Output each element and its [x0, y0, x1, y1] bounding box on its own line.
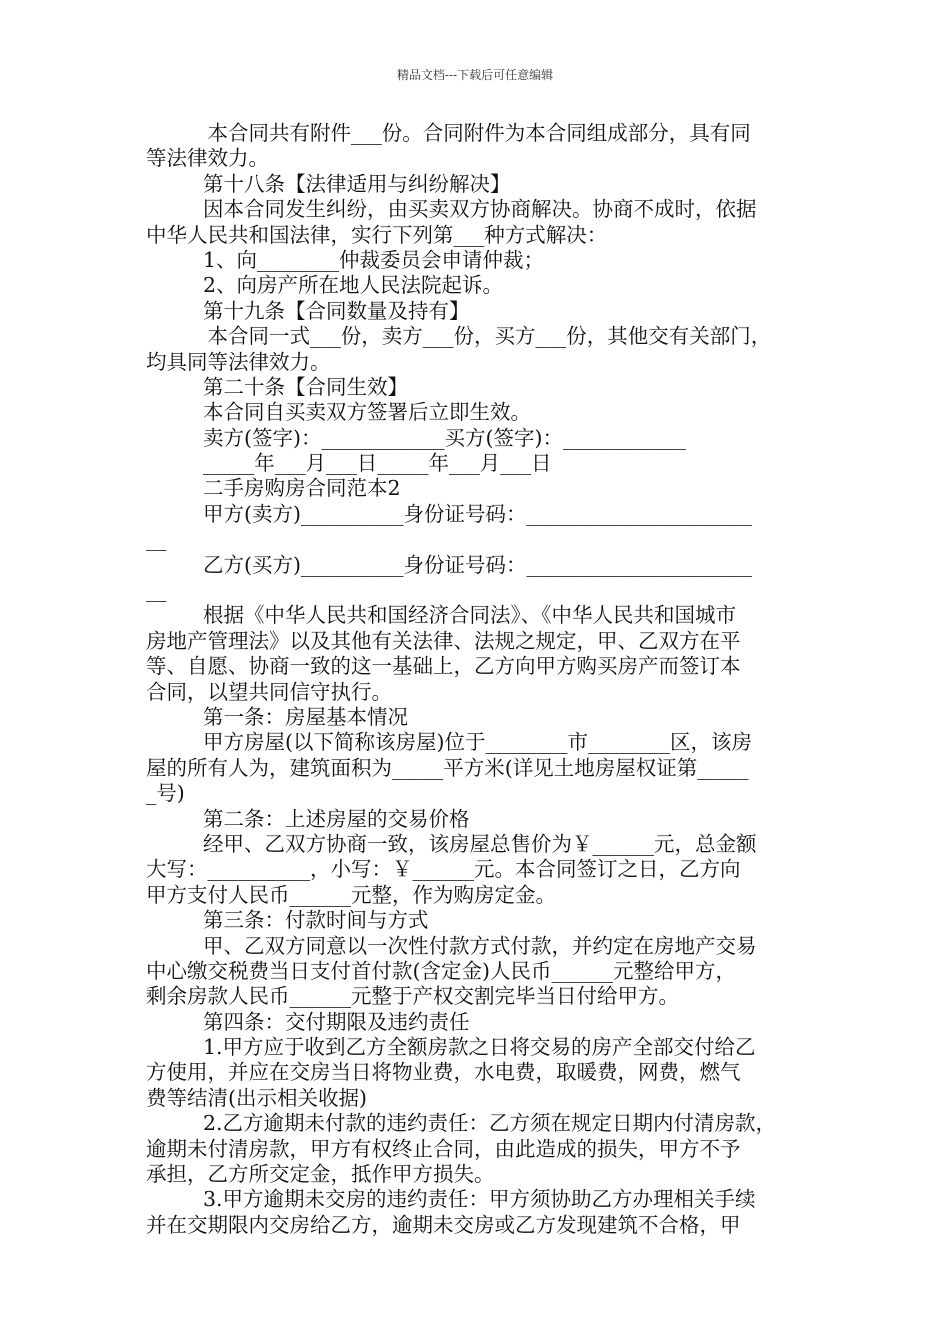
text-line: 房地产管理法》以及其他有关法律、法规之规定，甲、乙双方在平	[146, 628, 741, 653]
text-line: 甲方房屋(以下简称该房屋)位于________市________区，该房	[203, 730, 752, 755]
text-line: 承担，乙方所交定金，抵作甲方损失。	[146, 1162, 495, 1187]
text-line: 方使用，并应在交房当日将物业费，水电费，取暖费，网费，燃气	[146, 1060, 741, 1085]
text-line: 费等结清(出示相关收据)	[146, 1085, 367, 1110]
text-line: 本合同共有附件___份。合同附件为本合同组成部分，具有同	[201, 121, 751, 145]
text-line: 本合同一式___份，卖方___份，买方___份，其他交有关部门，	[201, 324, 772, 349]
text-line: 3.甲方逾期未交房的违约责任：甲方须协助乙方办理相关手续	[203, 1187, 756, 1212]
page-header: 精品文档---下载后可任意编辑	[396, 68, 554, 82]
section-heading: 第十九条【合同数量及持有】	[203, 298, 470, 323]
section-heading: 第十八条【法律适用与纠纷解决】	[203, 171, 511, 196]
document-body	[146, 121, 814, 1238]
text-line: 甲、乙双方同意以一次性付款方式付款，并约定在房地产交易	[203, 933, 757, 958]
section-heading: 第一条：房屋基本情况	[203, 704, 408, 729]
text-line: 因本合同发生纠纷，由买卖双方协商解决。协商不成时，依据	[203, 197, 757, 222]
text-line: 本合同自买卖双方签署后立即生效。	[203, 400, 531, 425]
section-heading: 第二条：上述房屋的交易价格	[203, 806, 470, 831]
text-line: 等法律效力。	[146, 146, 269, 171]
text-line: __	[146, 578, 167, 603]
text-line: 等、自愿、协商一致的这一基础上，乙方向甲方购买房产而签订本	[146, 654, 741, 679]
party-b-line: 乙方(买方)__________身份证号码：______________________	[203, 552, 752, 577]
text-line: 1.甲方应于收到乙方全额房款之日将交易的房产全部交付给乙	[203, 1035, 756, 1060]
text-line: 均具同等法律效力。	[146, 349, 331, 374]
text-line: 中华人民共和国法律，实行下列第___种方式解决：	[146, 222, 608, 247]
text-line: 2、向房产所在地人民法院起诉。	[203, 273, 504, 298]
section-heading: 第二十条【合同生效】	[203, 374, 408, 399]
text-line: 中心缴交税费当日支付首付款(含定金)人民币______元整给甲方，	[146, 958, 736, 983]
text-line: 屋的所有人为，建筑面积为_____平方米(详见土地房屋权证第_____	[146, 755, 749, 780]
section-heading: 第三条：付款时间与方式	[203, 908, 429, 933]
text-line: 根据《中华人民共和国经济合同法》、《中华人民共和国城市	[203, 603, 736, 628]
text-line: 合同，以望共同信守执行。	[146, 679, 392, 704]
text-line: 大写：__________，小写：￥______元。本合同签订之日，乙方向	[146, 857, 741, 882]
date-line: _____年___月___日_____年___月___日	[203, 451, 552, 476]
signature-line: 卖方(签字)：____________买方(签字)：____________	[203, 425, 686, 450]
text-line: 并在交期限内交房给乙方，逾期未交房或乙方发现建筑不合格，甲	[146, 1212, 741, 1237]
section-heading: 第四条：交付期限及违约责任	[203, 1009, 470, 1034]
text-line: 2.乙方逾期未付款的违约责任：乙方须在规定日期内付清房款，	[203, 1111, 777, 1136]
text-line: _号)	[146, 781, 185, 806]
text-line: 经甲、乙双方协商一致，该房屋总售价为￥______元，总金额	[203, 831, 757, 856]
party-a-line: 甲方(卖方)__________身份证号码：______________________	[203, 501, 752, 526]
text-line: 1、向________仲裁委员会申请仲裁；	[203, 247, 545, 272]
text-line: 剩余房款人民币______元整于产权交割完毕当日付给甲方。	[146, 984, 679, 1009]
text-line: 甲方支付人民币______元整，作为购房定金。	[146, 882, 556, 907]
document-subtitle: 二手房购房合同范本2	[203, 476, 401, 501]
text-line: 逾期未付清房款，甲方有权终止合同，由此造成的损失，甲方不予	[146, 1136, 741, 1161]
text-line: __	[146, 527, 167, 552]
